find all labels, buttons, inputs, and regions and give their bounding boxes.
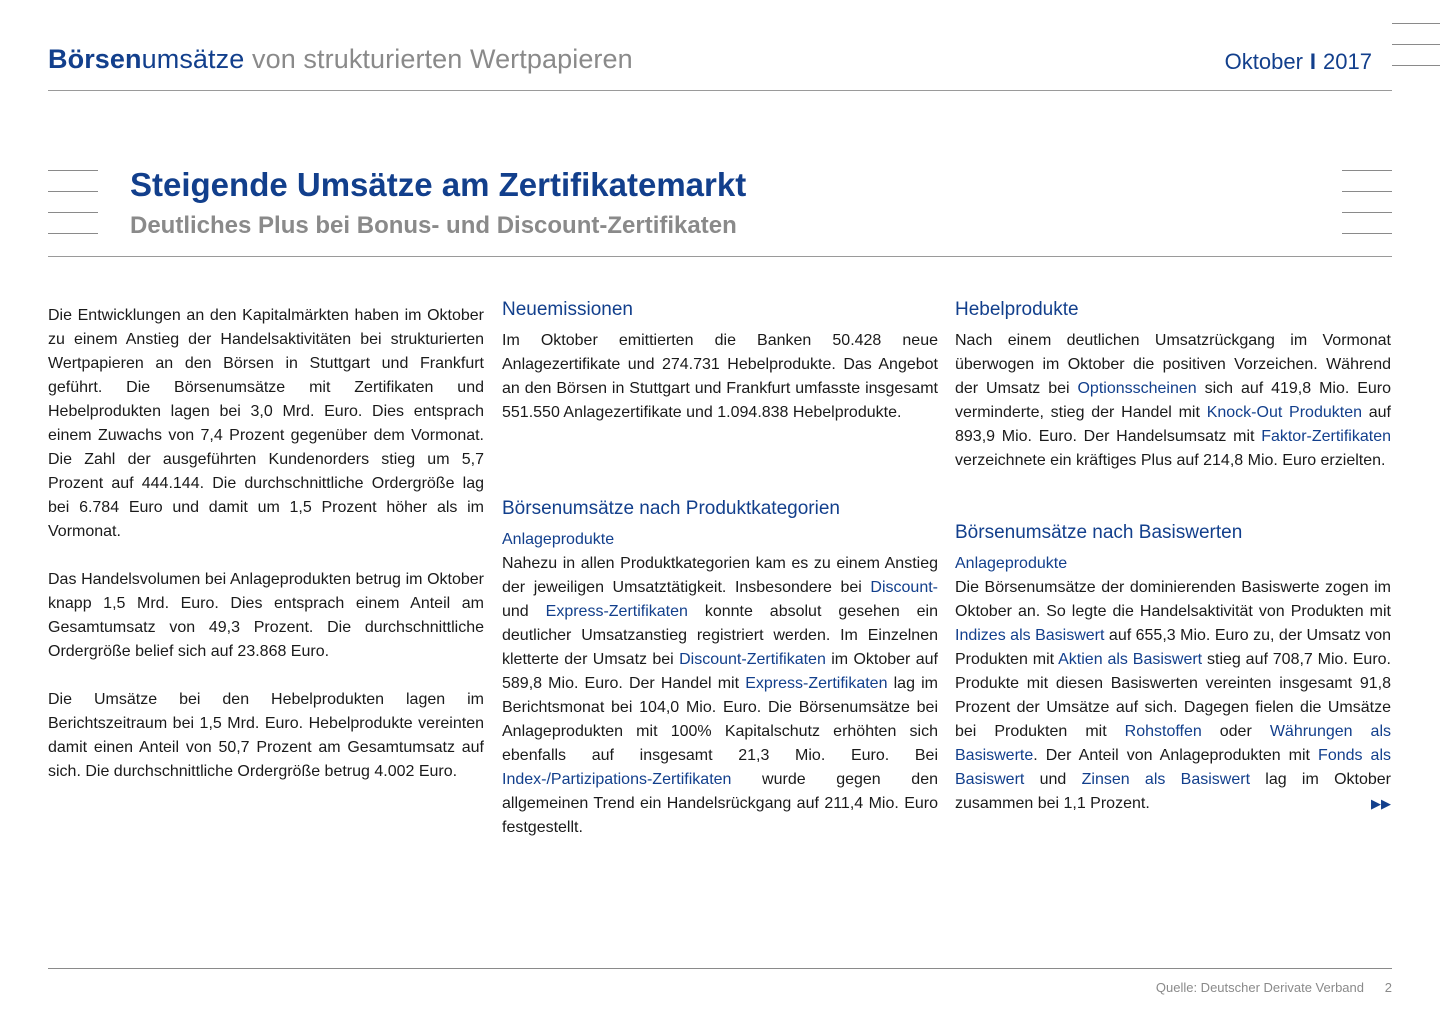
link-knock-out-produkte[interactable]: Knock-Out Produkten	[1206, 404, 1362, 421]
issue-separator: I	[1309, 49, 1317, 74]
heading-hebelprodukte: Hebelprodukte	[955, 299, 1079, 320]
link-express-zertifikate-2[interactable]: Express-Zertifikaten	[745, 675, 888, 692]
decorative-lines-right	[1342, 170, 1392, 254]
paragraph-anlageprodukte: Das Handelsvolumen bei Anlageprodukten betrug im Oktober knapp 1,5 Mrd. Euro. Dies entsprach einem Anteil am Gesamtumsatz von 49,3 Prozent. Die durchschnittliche Ordergröße belief sich auf 23.868 Euro.	[48, 571, 484, 660]
link-indizes[interactable]: Indizes als Basiswert	[955, 627, 1105, 644]
link-express-zertifikate[interactable]: Express-Zertifikaten	[545, 603, 688, 620]
link-faktor-zertifikate[interactable]: Faktor-Zertifikaten	[1261, 428, 1391, 445]
link-rohstoffe[interactable]: Rohstoffen	[1124, 723, 1202, 740]
column-middle	[502, 298, 938, 840]
link-discount[interactable]: Discount-	[870, 579, 938, 596]
link-waehrungen[interactable]: Währungen als Basiswerte	[955, 723, 1391, 764]
page-number: 2	[1384, 980, 1392, 995]
heading-basiswerte: Börsenumsätze nach Basiswerten	[955, 522, 1243, 543]
issue-month: Oktober	[1224, 49, 1303, 74]
title-mid: umsätze	[141, 44, 245, 74]
headline: Steigende Umsätze am Zertifikatemarkt	[130, 166, 747, 203]
column-left	[48, 304, 484, 808]
paragraph-produktkategorien: Nahezu in allen Produktkategorien kam es zu einem Anstieg der jeweiligen Umsatztätigkeit. Insbesondere bei Discount- und Express-Zertifikaten konnte absolut gesehen ein deutlicher Umsatzanstieg registriert werden. Im Einzelnen kletterte der Umsatz bei Discount-Zertifikaten im Oktober auf 589,8 Mio. Euro. Der Handel mit Express-Zertifikaten lag im Berichtsmonat bei 104,0 Mio. Euro. Die Börsenumsätze bei Anlageprodukten mit 100% Kapitalschutz erhöhten sich ebenfalls auf insgesamt 21,3 Mio. Euro. Bei Index-/Partizipations-Zertifikaten wurde gegen den allgemeinen Trend ein Handelsrückgang auf 211,4 Mio. Euro festgestellt.	[502, 555, 939, 836]
footer-divider	[48, 968, 1392, 969]
title-bold: Börsen	[48, 44, 142, 74]
subheading-anlageprodukte-basis: Anlageprodukte	[955, 555, 1068, 572]
source-note: Quelle: Deutscher Derivate Verband	[1155, 980, 1364, 995]
link-aktien[interactable]: Aktien als Basiswert	[1058, 651, 1203, 668]
link-zinsen[interactable]: Zinsen als Basiswert	[1081, 771, 1251, 788]
paragraph-hebelprodukte: Die Umsätze bei den Hebelprodukten lagen im Berichtszeitraum bei 1,5 Mrd. Euro. Hebelprodukte vereinten damit einen Anteil von 50,7 Prozent am Gesamtumsatz auf sich. Die durchschnittliche Ordergröße betrug 4.002 Euro.	[48, 691, 484, 780]
issue-year: 2017	[1323, 49, 1372, 74]
divider	[48, 256, 1392, 257]
link-index-partizipations-zertifikate[interactable]: Index-/Partizipations-Zertifikaten	[502, 771, 732, 788]
publication-title	[48, 44, 633, 75]
column-right	[955, 298, 1391, 816]
link-fonds[interactable]: Fonds als Basiswert	[955, 747, 1392, 788]
paragraph-neuemissionen: Im Oktober emittierten die Banken 50.428 neue Anlagezertifikate und 274.731 Hebelprodukte. Das Angebot an den Börsen in Stuttgart und Frankfurt umfasste insgesamt 551.550 Anlagezertifikate und 1.094.838 Hebelprodukte.	[502, 332, 938, 421]
title-rest: von strukturierten Wertpapieren	[244, 44, 633, 74]
paragraph-basiswerte: Die Börsenumsätze der dominierenden Basiswerte zogen im Oktober an. So legte die Handelsaktivität von Produkten mit Indizes als Basiswert auf 655,3 Mio. Euro zu, der Umsatz von Produkten mit Aktien als Basiswert stieg auf 708,7 Mio. Euro. Produkte mit diesen Basiswerten vereinten insgesamt 91,8 Prozent der Umsätze auf sich. Dagegen fielen die Umsätze bei Produkten mit Rohstoffen oder Währungen als Basiswerte. Der Anteil von Anlageprodukten mit Fonds als Basiswert und Zinsen als Basiswert lag im Oktober zusammen bei 1,1 Prozent. ▶▶	[955, 576, 1391, 816]
subheadline: Deutliches Plus bei Bonus- und Discount-Zertifikaten	[130, 212, 737, 239]
paragraph-hebelprodukte-umsatz: Nach einem deutlichen Umsatzrückgang im Vormonat überwogen im Oktober die positiven Vorzeichen. Während der Umsatz bei Optionsscheinen sich auf 419,8 Mio. Euro verminderte, stieg der Handel mit Knock-Out Produkten auf 893,9 Mio. Euro. Der Handelsumsatz mit Faktor-Zertifikaten verzeichnete ein kräftiges Plus auf 214,8 Mio. Euro erzielten.	[955, 332, 1392, 469]
link-discount-zertifikate[interactable]: Discount-Zertifikaten	[679, 651, 826, 668]
decorative-lines-left	[48, 170, 98, 254]
heading-produktkategorien: Börsenumsätze nach Produktkategorien	[502, 498, 840, 519]
publication-header	[48, 0, 1392, 91]
decorative-lines-top	[1392, 23, 1440, 86]
double-arrow-right-icon[interactable]: ▶▶	[1371, 796, 1391, 811]
heading-neuemissionen: Neuemissionen	[502, 299, 633, 320]
paragraph-overview: Die Entwicklungen an den Kapitalmärkten haben im Oktober zu einem Anstieg der Handelsaktivitäten bei strukturierten Wertpapieren an den Börsen in Stuttgart und Frankfurt geführt. Die Börsenumsätze mit Zertifikaten und Hebelprodukten lagen bei 3,0 Mrd. Euro. Dies entsprach einem Zuwachs von 7,4 Prozent gegenüber dem Vormonat. Die Zahl der ausgeführten Kundenorders stieg um 5,7 Prozent auf 444.144. Die durchschnittliche Ordergröße lag bei 6.784 Euro und damit um 1,5 Prozent höher als im Vormonat.	[48, 307, 484, 540]
issue-date	[1225, 49, 1372, 75]
link-optionsscheine[interactable]: Optionsscheinen	[1077, 380, 1197, 397]
subheading-anlageprodukte: Anlageprodukte	[502, 531, 615, 548]
